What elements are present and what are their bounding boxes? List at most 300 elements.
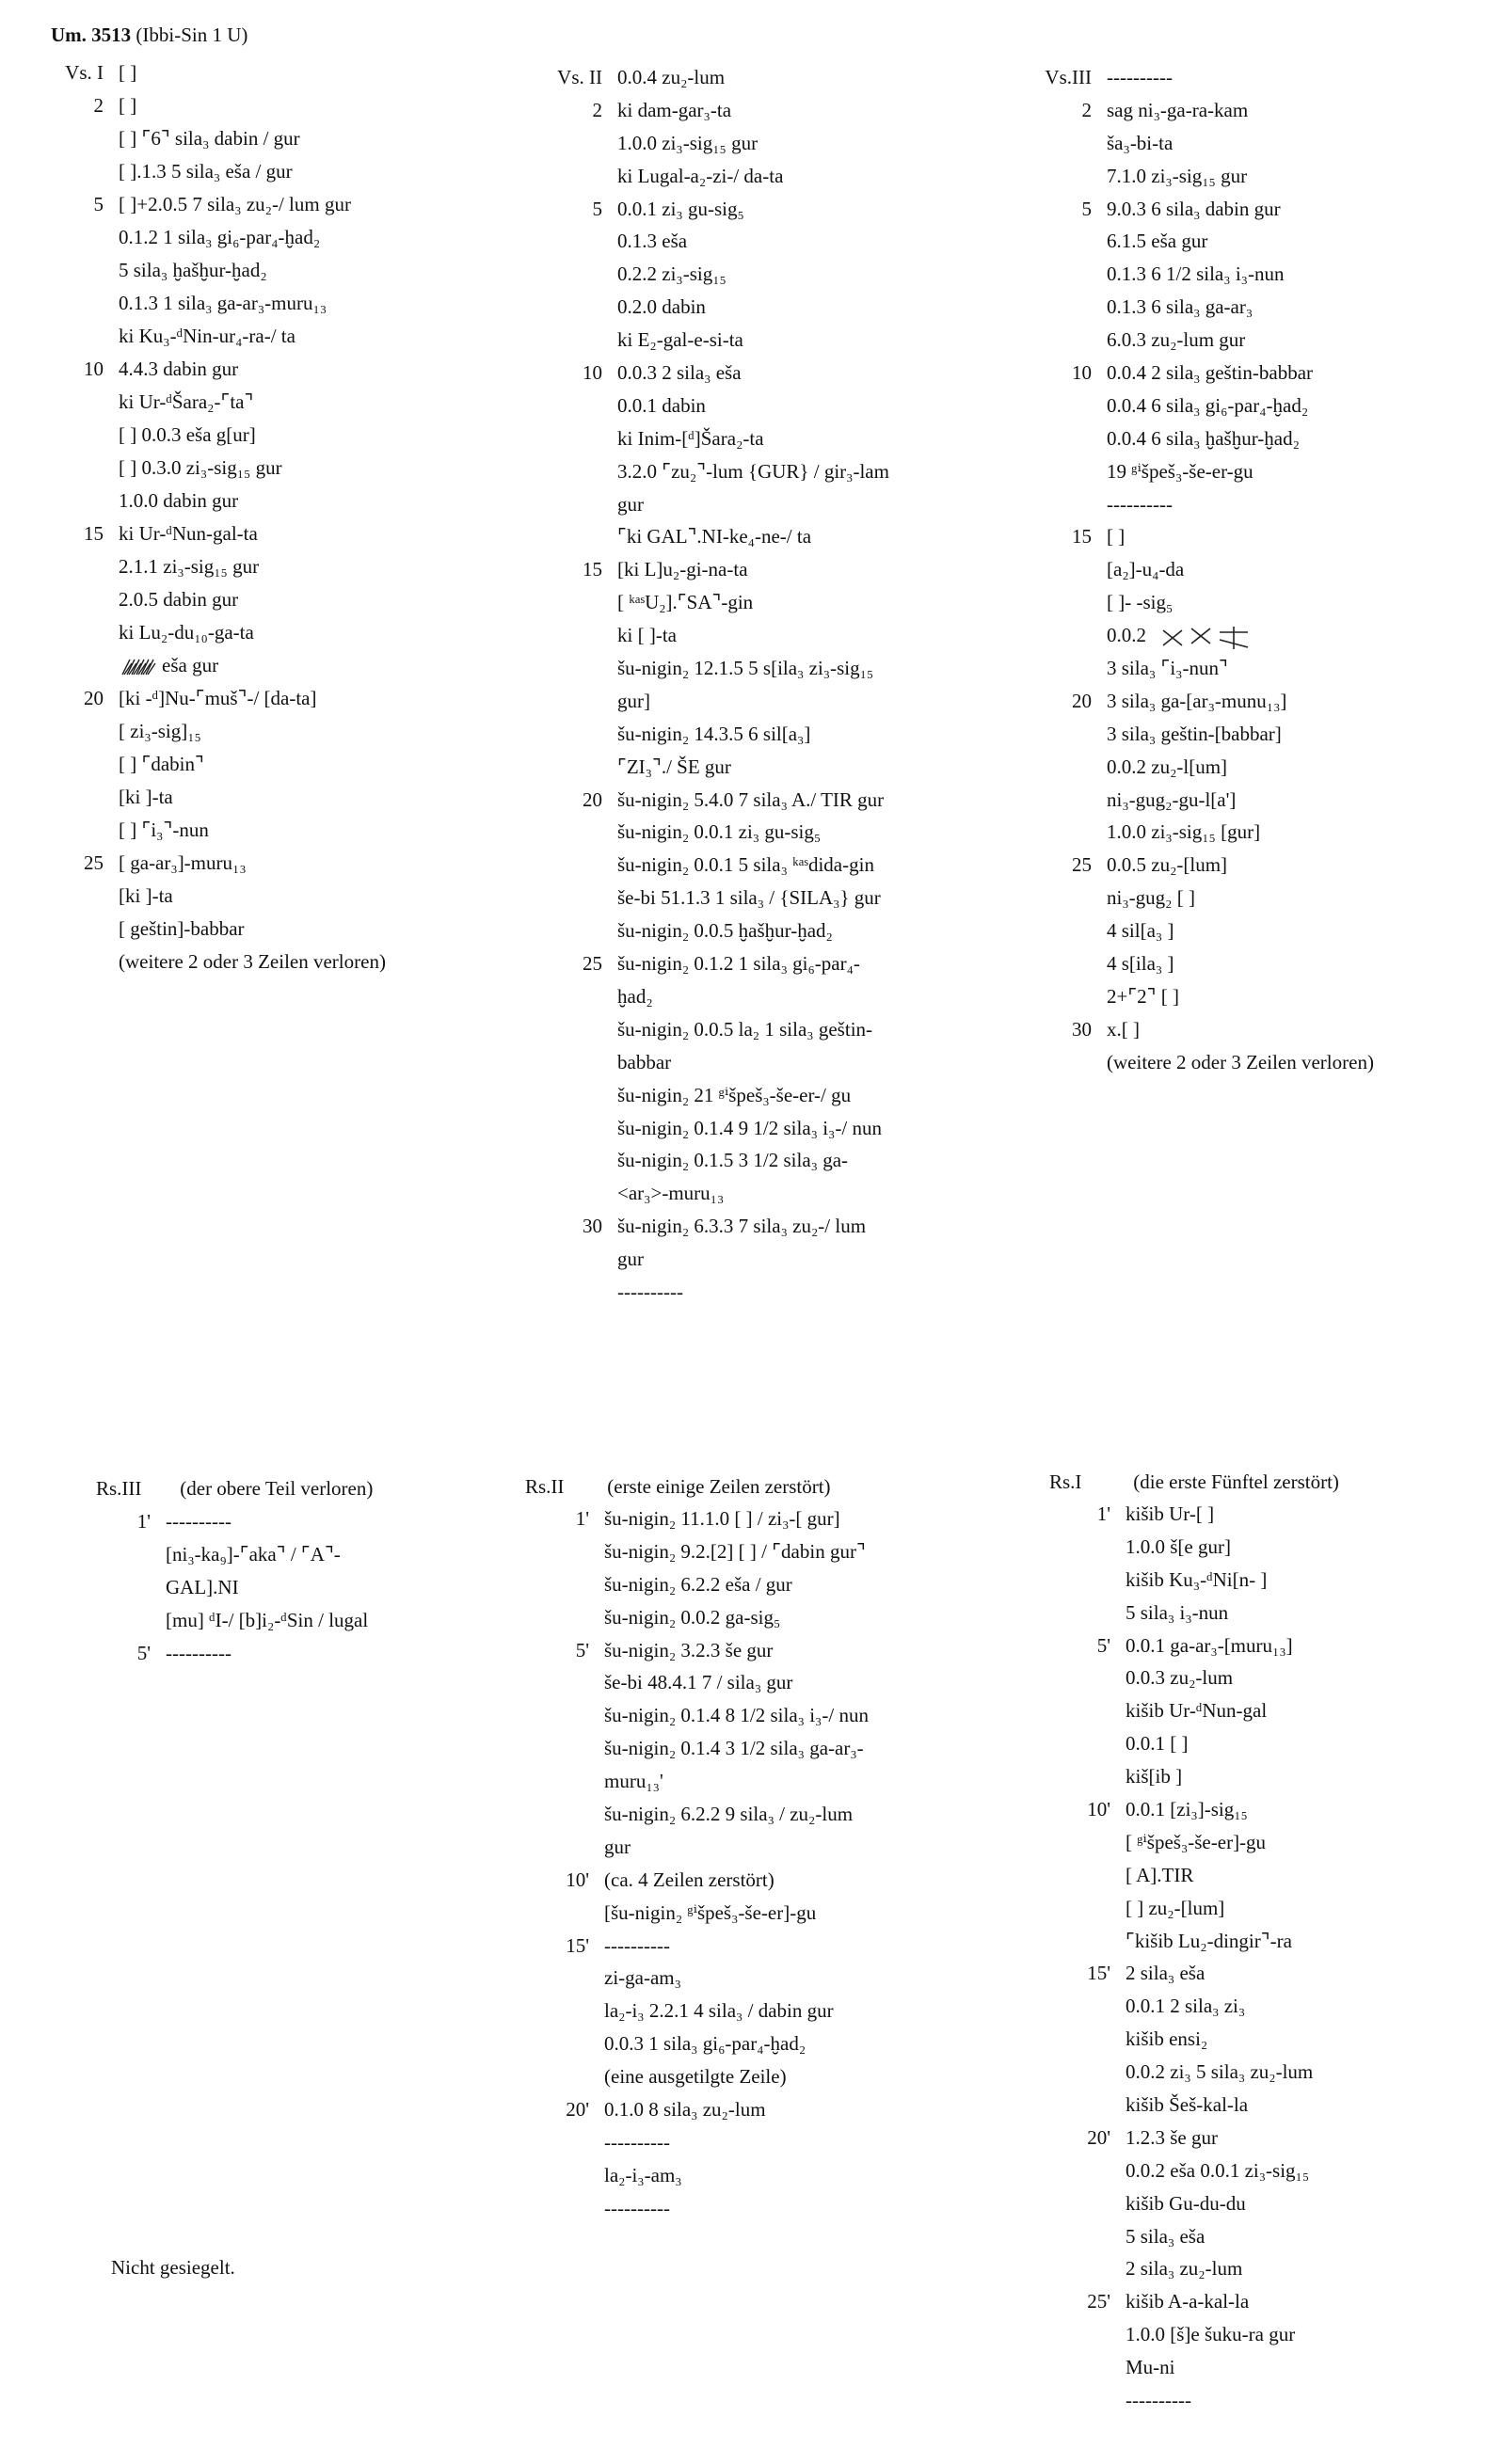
line-text: [ ] 0.0.3 eša g[ur] bbox=[119, 423, 256, 446]
line-text: 0.0.4 6 sila₃ ḫašḫur-ḫad₂ bbox=[1107, 426, 1300, 450]
line-text: 7.1.0 zi₃-sig₁₅ gur bbox=[1107, 164, 1248, 187]
transliteration-line bbox=[523, 2060, 1013, 2093]
transliteration-line bbox=[38, 814, 471, 847]
transliteration-line bbox=[523, 1798, 1013, 1831]
line-text: šu-nigin₂ 0.0.1 zi₃ gu-sig₅ bbox=[617, 820, 822, 844]
line-text: ki Lu₂-du₁₀-ga-ta bbox=[119, 621, 254, 644]
line-text: ---------- bbox=[604, 2130, 670, 2154]
transliteration-line bbox=[1045, 2220, 1477, 2253]
line-text: gur bbox=[617, 492, 644, 516]
line-text: 0.0.4 2 sila₃ geštin-babbar bbox=[1107, 361, 1314, 385]
line-text: šu-nigin₂ 21 ᵍⁱšpeš₃-še-er-/ gu bbox=[617, 1083, 852, 1106]
transliteration-line bbox=[85, 1604, 499, 1637]
transliteration-line bbox=[1045, 1925, 1477, 1958]
line-text: 6.1.5 eša gur bbox=[1107, 230, 1208, 253]
transliteration-line bbox=[1026, 193, 1477, 226]
line-text: la₂-i₃ 2.2.1 4 sila₃ / dabin gur bbox=[604, 1999, 834, 2023]
line-text: ---------- bbox=[604, 2196, 670, 2219]
line-text: ⌜ZI₃⌝./ ŠE gur bbox=[617, 755, 731, 778]
transliteration-line bbox=[38, 188, 471, 221]
line-text: 0.0.4 6 sila₃ gi₆-par₄-ḫad₂ bbox=[1107, 393, 1309, 417]
line-number: 30 bbox=[583, 1215, 602, 1238]
transliteration-line bbox=[1026, 455, 1477, 488]
line-text: 2.0.5 dabin gur bbox=[119, 588, 239, 611]
transliteration-line bbox=[1045, 1694, 1477, 1727]
transliteration-line bbox=[1045, 1629, 1477, 1662]
transliteration-line bbox=[536, 784, 1007, 817]
line-text: [ zi₃-sig]₁₅ bbox=[119, 720, 201, 742]
line-text: šu-nigin₂ 0.1.4 9 1/2 sila₃ i₃-/ nun bbox=[617, 1116, 882, 1139]
transliteration-line bbox=[1026, 291, 1477, 324]
transliteration-line bbox=[85, 1505, 499, 1538]
transliteration-line bbox=[1045, 2384, 1477, 2417]
line-text: ---------- bbox=[617, 1280, 683, 1303]
transliteration-line bbox=[38, 616, 471, 649]
transliteration-line bbox=[85, 1637, 499, 1670]
line-text: 1.0.0 š[e gur] bbox=[1126, 1534, 1231, 1558]
transliteration-line bbox=[38, 682, 471, 715]
line-number: Vs. II bbox=[557, 66, 602, 88]
line-text: ⌜ki GAL⌝.NI-ke₄-ne-/ ta bbox=[617, 525, 812, 548]
transliteration-line bbox=[1026, 488, 1477, 521]
transliteration-line bbox=[523, 1634, 1013, 1667]
transliteration-line bbox=[536, 685, 1007, 718]
line-text: ni₃-gug₂-gu-l[a'] bbox=[1107, 787, 1237, 811]
transliteration-line bbox=[536, 258, 1007, 291]
transliteration-line bbox=[38, 287, 471, 320]
line-text: 0.0.5 zu₂-[lum] bbox=[1107, 853, 1228, 877]
transliteration-line bbox=[38, 320, 471, 353]
transliteration-line bbox=[1026, 718, 1477, 751]
line-text: šu-nigin₂ 0.0.2 ga-sig₅ bbox=[604, 1605, 781, 1629]
line-number: 15' bbox=[1087, 1962, 1110, 1985]
transliteration-line bbox=[1045, 2056, 1477, 2089]
transliteration-line bbox=[1045, 2122, 1477, 2154]
line-number: 15 bbox=[84, 522, 104, 545]
line-text: 2.1.1 zi₃-sig₁₅ gur bbox=[119, 555, 260, 578]
line-text: gur] bbox=[617, 689, 650, 712]
transliteration-line bbox=[536, 357, 1007, 389]
line-text: [ki ]-ta bbox=[119, 884, 173, 907]
transliteration-line bbox=[536, 291, 1007, 324]
column-rs3 bbox=[85, 1505, 499, 1669]
line-number: Vs. I bbox=[65, 61, 104, 84]
line-number: 25' bbox=[1087, 2290, 1110, 2313]
transliteration-line bbox=[536, 652, 1007, 685]
line-text: 0.0.1 [zi₃]-sig₁₅ bbox=[1126, 1798, 1248, 1821]
transliteration-line bbox=[1026, 1046, 1477, 1079]
rs3-note: (der obere Teil verloren) bbox=[180, 1477, 374, 1500]
line-text: 5 sila₃ i₃-nun bbox=[1126, 1600, 1229, 1624]
line-text: kišib Ku₃-ᵈNi[n- ] bbox=[1126, 1567, 1268, 1591]
line-text: [mu] ᵈI-/ [b]i₂-ᵈSin / lugal bbox=[166, 1608, 369, 1631]
line-text: 3 sila₃ ⌜i₃-nun⌝ bbox=[1107, 657, 1228, 680]
transliteration-line bbox=[523, 2093, 1013, 2126]
line-text: ki [ ]-ta bbox=[617, 624, 677, 647]
transliteration-line bbox=[1026, 127, 1477, 160]
line-text: ---------- bbox=[1126, 2389, 1191, 2412]
transliteration-line bbox=[38, 748, 471, 781]
transliteration-line bbox=[1026, 160, 1477, 193]
line-text: šu-nigin₂ 6.2.2 eša / gur bbox=[604, 1572, 792, 1596]
transliteration-line bbox=[1045, 1859, 1477, 1892]
transliteration-line bbox=[536, 1243, 1007, 1276]
transliteration-line bbox=[85, 1538, 499, 1571]
line-text: šu-nigin₂ 0.1.4 3 1/2 sila₃ ga-ar₃- bbox=[604, 1737, 864, 1760]
line-text: 2 sila₃ eša bbox=[1126, 1962, 1206, 1985]
transliteration-line bbox=[85, 1571, 499, 1604]
transliteration-line bbox=[536, 586, 1007, 619]
transliteration-line bbox=[536, 1210, 1007, 1243]
line-text: gur bbox=[604, 1835, 631, 1858]
line-number: 10 bbox=[583, 361, 602, 385]
line-number: 1' bbox=[136, 1510, 151, 1533]
transliteration-line bbox=[523, 1699, 1013, 1732]
transliteration-line bbox=[523, 1732, 1013, 1765]
line-text: 0.0.4 zu₂-lum bbox=[617, 66, 726, 88]
transliteration-line bbox=[1026, 324, 1477, 357]
line-text: šu-nigin₂ 14.3.5 6 sil[a₃] bbox=[617, 722, 811, 745]
line-number: 10 bbox=[84, 358, 104, 380]
line-text: eša gur bbox=[119, 649, 218, 682]
line-text: kišib A-a-kal-la bbox=[1126, 2290, 1250, 2313]
line-text: šu-nigin₂ 6.3.3 7 sila₃ zu₂-/ lum bbox=[617, 1215, 867, 1238]
transliteration-line bbox=[523, 1962, 1013, 1995]
line-text: 0.0.3 zu₂-lum bbox=[1126, 1666, 1234, 1690]
line-text: ---------- bbox=[166, 1510, 232, 1533]
transliteration-line bbox=[1045, 1957, 1477, 1990]
line-text: ⌜kišib Lu₂-dingir⌝-ra bbox=[1126, 1929, 1292, 1952]
column-vs2 bbox=[536, 61, 1007, 1309]
line-text: sag ni₃-ga-ra-kam bbox=[1107, 98, 1249, 121]
transliteration-line bbox=[1045, 1498, 1477, 1531]
transliteration-line bbox=[1026, 685, 1477, 718]
column-vs3 bbox=[1026, 61, 1477, 1079]
transliteration-line bbox=[1026, 94, 1477, 127]
line-text: [ ].1.3 5 sila₃ eša / gur bbox=[119, 160, 293, 183]
line-text: šu-nigin₂ 0.1.2 1 sila₃ gi₆-par₄- bbox=[617, 952, 860, 976]
transliteration-line bbox=[536, 160, 1007, 193]
transliteration-line bbox=[1026, 947, 1477, 980]
line-text: [ ] ⌜i₃⌝-nun bbox=[119, 819, 209, 841]
transliteration-line bbox=[1026, 816, 1477, 849]
line-number: 20 bbox=[583, 787, 602, 811]
line-text: [šu-nigin₂ ᵍⁱšpeš₃-še-er]-gu bbox=[604, 1900, 817, 1924]
line-text: 4 sil[a₃ ] bbox=[1107, 919, 1174, 943]
transliteration-line bbox=[1026, 652, 1477, 685]
transliteration-line bbox=[523, 1765, 1013, 1798]
transliteration-line bbox=[1045, 2023, 1477, 2056]
line-number: 25 bbox=[1072, 853, 1092, 877]
line-text: ša₃-bi-ta bbox=[1107, 131, 1174, 154]
transliteration-line bbox=[536, 849, 1007, 882]
transliteration-line bbox=[536, 225, 1007, 258]
line-text: [ ] bbox=[1107, 525, 1126, 548]
line-text: 0.1.3 1 sila₃ ga-ar₃-muru₁₃ bbox=[119, 292, 327, 314]
line-text: ki Lugal-a₂-zi-/ da-ta bbox=[617, 164, 784, 187]
line-number: 5 bbox=[1081, 197, 1092, 220]
line-text: ki Ku₃-ᵈNin-ur₄-ra-/ ta bbox=[119, 325, 295, 347]
line-text: 9.0.3 6 sila₃ dabin gur bbox=[1107, 197, 1281, 220]
line-text: 1.0.0 zi₃-sig₁₅ [gur] bbox=[1107, 820, 1261, 844]
transliteration-line bbox=[1026, 357, 1477, 389]
line-text: 0.1.3 eša bbox=[617, 230, 688, 253]
line-text: kišib Šeš-kal-la bbox=[1126, 2093, 1249, 2117]
line-text: 2+⌜2⌝ [ ] bbox=[1107, 984, 1180, 1008]
line-number: 20 bbox=[84, 687, 104, 709]
line-text: 1.2.3 še gur bbox=[1126, 2125, 1218, 2149]
tablet-label: Um. 3513 bbox=[51, 24, 132, 46]
line-text: šu-nigin₂ 3.2.3 še gur bbox=[604, 1638, 774, 1661]
line-text: babbar bbox=[617, 1050, 672, 1073]
transliteration-line bbox=[1026, 61, 1477, 94]
line-text: [ ] 0.3.0 zi₃-sig₁₅ gur bbox=[119, 456, 282, 479]
transliteration-line bbox=[38, 221, 471, 254]
transliteration-line bbox=[536, 1046, 1007, 1079]
line-number: 10' bbox=[1087, 1798, 1110, 1821]
line-text: kišib Ur-[ ] bbox=[1126, 1502, 1215, 1525]
line-text: 0.2.2 zi₃-sig₁₅ bbox=[617, 262, 727, 286]
line-number: 15' bbox=[566, 1933, 589, 1957]
line-text: 0.0.3 1 sila₃ gi₆-par₄-ḫad₂ bbox=[604, 2032, 806, 2056]
rs2-label: Rs.II bbox=[525, 1475, 565, 1498]
transliteration-line bbox=[523, 1568, 1013, 1601]
transliteration-line bbox=[38, 649, 471, 682]
line-number: 20 bbox=[1072, 689, 1092, 712]
transliteration-line bbox=[523, 1897, 1013, 1930]
line-number: 10 bbox=[1072, 361, 1092, 385]
rs1-note: (die erste Fünftel zerstört) bbox=[1133, 1470, 1339, 1493]
transliteration-line bbox=[523, 2192, 1013, 2225]
transliteration-line bbox=[523, 2159, 1013, 2192]
line-text: šu-nigin₂ 0.0.5 ḫašḫur-ḫad₂ bbox=[617, 919, 833, 943]
line-number: 5 bbox=[93, 193, 104, 215]
line-text: ni₃-gug₂ [ ] bbox=[1107, 886, 1195, 910]
transliteration-line bbox=[1026, 258, 1477, 291]
transliteration-line bbox=[523, 1535, 1013, 1568]
line-text: 0.0.1 [ ] bbox=[1126, 1732, 1189, 1756]
line-text: šu-nigin₂ 9.2.[2] [ ] / ⌜dabin gur⌝ bbox=[604, 1539, 866, 1563]
line-text: [ ᵍⁱšpeš₃-še-er]-gu bbox=[1126, 1830, 1267, 1853]
tablet-date: (Ibbi-Sin 1 U) bbox=[136, 24, 248, 46]
transliteration-line bbox=[536, 816, 1007, 849]
transliteration-line bbox=[536, 1013, 1007, 1046]
line-number: 1' bbox=[575, 1507, 589, 1530]
transliteration-line bbox=[536, 488, 1007, 521]
transliteration-line bbox=[1026, 1013, 1477, 1046]
line-text: [ni₃-ka₉]-⌜aka⌝ / ⌜A⌝- bbox=[166, 1542, 341, 1566]
line-text: [ geštin]-babbar bbox=[119, 917, 245, 940]
transliteration-line bbox=[536, 914, 1007, 947]
line-text: kiš[ib ] bbox=[1126, 1765, 1183, 1788]
transliteration-line bbox=[1026, 619, 1477, 652]
transliteration-line bbox=[38, 254, 471, 287]
line-text: ---------- bbox=[1107, 492, 1173, 516]
transliteration-line bbox=[38, 485, 471, 517]
line-text: 0.2.0 dabin bbox=[617, 295, 706, 319]
line-text: [ ] zu₂-[lum] bbox=[1126, 1896, 1225, 1919]
transliteration-line bbox=[536, 455, 1007, 488]
line-text: še-bi 48.4.1 7 / sila₃ gur bbox=[604, 1671, 793, 1694]
line-text: [ ] ⌜dabin⌝ bbox=[119, 753, 204, 775]
column-vs1 bbox=[38, 56, 471, 978]
line-text: 2 sila₃ zu₂-lum bbox=[1126, 2257, 1243, 2281]
transliteration-line bbox=[536, 882, 1007, 914]
transliteration-line bbox=[536, 520, 1007, 553]
transliteration-line bbox=[536, 751, 1007, 784]
line-number: 5 bbox=[592, 197, 602, 220]
transliteration-line bbox=[523, 1864, 1013, 1897]
line-number: 5' bbox=[575, 1638, 589, 1661]
line-text: 0.0.2 eša 0.0.1 zi₃-sig₁₅ bbox=[1126, 2158, 1310, 2182]
line-text: 0.1.2 1 sila₃ gi₆-par₄-ḫad₂ bbox=[119, 226, 321, 248]
line-text: (weitere 2 oder 3 Zeilen verloren) bbox=[119, 950, 386, 973]
line-number: 15 bbox=[583, 558, 602, 581]
line-text: Mu-ni bbox=[1126, 2356, 1175, 2379]
line-text: 1.0.0 [š]e šuku-ra gur bbox=[1126, 2323, 1296, 2346]
rs2-header bbox=[525, 1472, 831, 1501]
line-text: ḫad₂ bbox=[617, 984, 653, 1008]
column-rs2 bbox=[523, 1502, 1013, 2225]
transliteration-line bbox=[1045, 1892, 1477, 1925]
line-number: 30 bbox=[1072, 1017, 1092, 1041]
line-text: 0.0.2 zi₃ 5 sila₃ zu₂-lum bbox=[1126, 2060, 1314, 2084]
transliteration-line bbox=[1045, 1597, 1477, 1629]
line-text: 0.1.0 8 sila₃ zu₂-lum bbox=[604, 2098, 766, 2122]
line-text: 4.4.3 dabin gur bbox=[119, 358, 239, 380]
transliteration-line bbox=[1026, 882, 1477, 914]
rs2-note: (erste einige Zeilen zerstört) bbox=[607, 1475, 831, 1498]
line-text: 0.1.3 6 1/2 sila₃ i₃-nun bbox=[1107, 262, 1285, 286]
transliteration-line bbox=[536, 1112, 1007, 1145]
line-text: [ki ]-ta bbox=[119, 786, 173, 808]
line-text: [a₂]-u₄-da bbox=[1107, 558, 1185, 581]
transliteration-line bbox=[38, 56, 471, 89]
line-text: kišib Gu-du-du bbox=[1126, 2191, 1246, 2215]
line-text: [ A].TIR bbox=[1126, 1863, 1194, 1886]
transliteration-line bbox=[1026, 751, 1477, 784]
transliteration-line bbox=[38, 89, 471, 122]
line-text: ki dam-gar₃-ta bbox=[617, 98, 732, 121]
rs1-header bbox=[1049, 1468, 1339, 1496]
transliteration-line bbox=[1045, 1760, 1477, 1793]
line-text: šu-nigin₂ 11.1.0 [ ] / zi₃-[ gur] bbox=[604, 1507, 840, 1530]
line-text: 6.0.3 zu₂-lum gur bbox=[1107, 328, 1246, 352]
transliteration-line bbox=[536, 94, 1007, 127]
line-text: 19 ᵍⁱšpeš₃-še-er-gu bbox=[1107, 459, 1253, 483]
transliteration-line bbox=[38, 715, 471, 748]
line-text: <ar₃>-muru₁₃ bbox=[617, 1182, 725, 1205]
line-text: 3 sila₃ ga-[ar₃-munu₁₃] bbox=[1107, 689, 1287, 712]
transliteration-line bbox=[523, 1666, 1013, 1699]
transliteration-line bbox=[523, 1930, 1013, 1963]
line-text: [ ᵏᵃˢU₂].⌜SA⌝-gin bbox=[617, 591, 754, 614]
line-text: ki Inim-[ᵈ]Šara₂-ta bbox=[617, 426, 764, 450]
transliteration-line bbox=[38, 452, 471, 485]
transliteration-line bbox=[38, 913, 471, 946]
transliteration-line bbox=[1026, 553, 1477, 586]
transliteration-line bbox=[1045, 1727, 1477, 1760]
line-text: 1.0.0 zi₃-sig₁₅ gur bbox=[617, 131, 758, 154]
line-text: GAL].NI bbox=[166, 1575, 239, 1598]
transliteration-line bbox=[536, 947, 1007, 980]
cuneiform-sign-icon bbox=[1154, 623, 1257, 651]
transliteration-line bbox=[1026, 520, 1477, 553]
line-number: 5' bbox=[1096, 1633, 1110, 1657]
line-text: la₂-i₃-am₃ bbox=[604, 2163, 682, 2186]
transliteration-line bbox=[523, 1502, 1013, 1535]
transliteration-line bbox=[1045, 2351, 1477, 2384]
transliteration-line bbox=[38, 122, 471, 155]
line-text: ki E₂-gal-e-si-ta bbox=[617, 328, 743, 352]
transliteration-line bbox=[1026, 784, 1477, 817]
line-text: 0.0.3 2 sila₃ eša bbox=[617, 361, 742, 385]
line-text: 0.0.2 zu₂-l[um] bbox=[1107, 755, 1228, 778]
transliteration-line bbox=[523, 2126, 1013, 2159]
line-text: šu-nigin₂ 0.0.5 la₂ 1 sila₃ geštin- bbox=[617, 1017, 873, 1041]
transliteration-line bbox=[38, 880, 471, 913]
transliteration-line bbox=[1045, 1826, 1477, 1859]
line-text: šu-nigin₂ 0.1.5 3 1/2 sila₃ ga- bbox=[617, 1149, 849, 1172]
transliteration-line bbox=[1026, 980, 1477, 1013]
transliteration-line bbox=[536, 61, 1007, 94]
line-text: šu-nigin₂ 5.4.0 7 sila₃ A./ TIR gur bbox=[617, 787, 885, 811]
line-text: ---------- bbox=[1107, 66, 1173, 88]
line-text: 0.0.1 dabin bbox=[617, 393, 706, 417]
line-text: (eine ausgetilgte Zeile) bbox=[604, 2065, 787, 2089]
transliteration-line bbox=[1045, 1531, 1477, 1564]
line-text: zi-ga-am₃ bbox=[604, 1966, 681, 1990]
transliteration-line bbox=[523, 1831, 1013, 1864]
transliteration-line bbox=[1045, 2285, 1477, 2318]
transliteration-line bbox=[536, 127, 1007, 160]
line-text: [ ] bbox=[119, 94, 137, 117]
line-text: ---------- bbox=[166, 1641, 232, 1664]
line-text: 0.0.1 zi₃ gu-sig₅ bbox=[617, 197, 744, 220]
seal-note: Nicht gesiegelt. bbox=[111, 2256, 235, 2279]
transliteration-line bbox=[536, 1144, 1007, 1177]
line-number: 25 bbox=[583, 952, 602, 976]
line-text: šu-nigin₂ 0.0.1 5 sila₃ ᵏᵃˢdida-gin bbox=[617, 853, 874, 877]
transliteration-line bbox=[38, 419, 471, 452]
line-text: (ca. 4 Zeilen zerstört) bbox=[604, 1868, 774, 1891]
line-number: 15 bbox=[1072, 525, 1092, 548]
transliteration-line bbox=[1026, 586, 1477, 619]
transliteration-line bbox=[536, 1079, 1007, 1112]
transliteration-line bbox=[1026, 849, 1477, 882]
rs3-label: Rs.III bbox=[96, 1477, 142, 1500]
transliteration-line bbox=[38, 155, 471, 188]
line-number: 1' bbox=[1096, 1502, 1110, 1525]
transliteration-line bbox=[38, 781, 471, 814]
line-text: [ki L]u₂-gi-na-ta bbox=[617, 558, 748, 581]
line-text: (weitere 2 oder 3 Zeilen verloren) bbox=[1107, 1050, 1374, 1073]
transliteration-line bbox=[536, 1276, 1007, 1309]
transliteration-line bbox=[1045, 1990, 1477, 2023]
line-text: x.[ ] bbox=[1107, 1017, 1140, 1041]
line-text: [ki -ᵈ]Nu-⌜muš⌝-/ [da-ta] bbox=[119, 687, 317, 709]
line-text: 0.0.1 ga-ar₃-[muru₁₃] bbox=[1126, 1633, 1293, 1657]
line-text: kišib ensi₂ bbox=[1126, 2027, 1208, 2051]
line-text: ---------- bbox=[604, 1933, 670, 1957]
line-text: 3.2.0 ⌜zu₂⌝-lum {GUR} / gir₃-lam bbox=[617, 459, 889, 483]
transliteration-line bbox=[536, 553, 1007, 586]
line-text: muru₁₃' bbox=[604, 1770, 663, 1793]
document-title bbox=[51, 21, 248, 49]
line-text: [ ga-ar₃]-muru₁₃ bbox=[119, 851, 247, 874]
transliteration-line bbox=[1026, 389, 1477, 422]
transliteration-line bbox=[1026, 914, 1477, 947]
